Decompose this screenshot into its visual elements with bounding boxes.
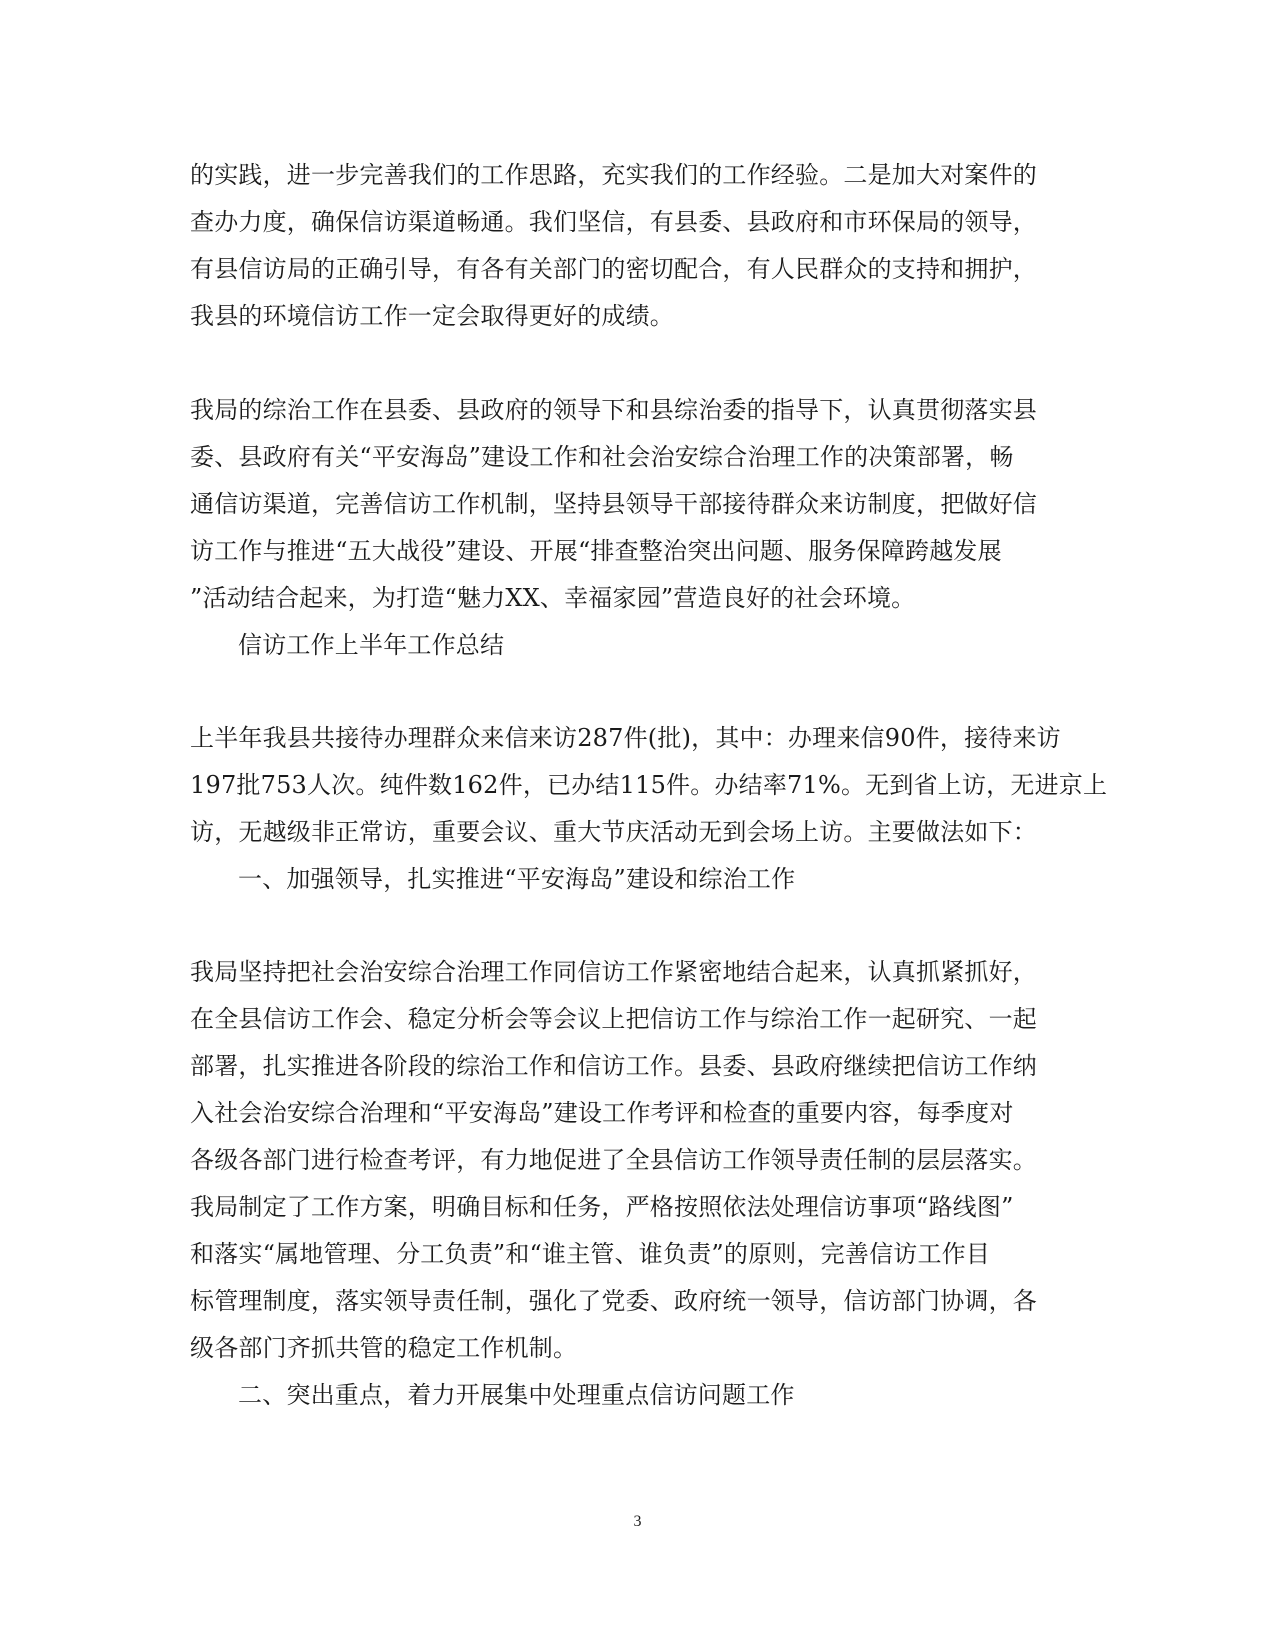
text-line: 访，无越级非正常访，重要会议、重大节庆活动无到会场上访。主要做法如下：	[190, 818, 1037, 846]
text-line: 查办力度，确保信访渠道畅通。我们坚信，有县委、县政府和市环保局的领导，	[190, 208, 1037, 236]
text-line: 我局坚持把社会治安综合治理工作同信访工作紧密地结合起来，认真抓紧抓好，	[190, 958, 1037, 986]
text-line: 通信访渠道，完善信访工作机制，坚持县领导干部接待群众来访制度，把做好信	[190, 490, 1037, 518]
section-heading: 一、加强领导，扎实推进“平安海岛”建设和综治工作	[238, 865, 796, 893]
text-line: 入社会治安综合治理和“平安海岛”建设工作考评和检查的重要内容，每季度对	[190, 1099, 1014, 1127]
text-line: 上半年我县共接待办理群众来信来访287件(批)，其中：办理来信90件，接待来访	[190, 724, 1061, 752]
text-line: 标管理制度，落实领导责任制，强化了党委、政府统一领导，信访部门协调，各	[190, 1287, 1037, 1315]
text-line: 我局的综治工作在县委、县政府的领导下和县综治委的指导下，认真贯彻落实县	[190, 396, 1037, 424]
text-line: 在全县信访工作会、稳定分析会等会议上把信访工作与综治工作一起研究、一起	[190, 1005, 1037, 1033]
page-number: 3	[633, 1513, 642, 1530]
text-line: 级各部门齐抓共管的稳定工作机制。	[190, 1334, 578, 1362]
text-line: 委、县政府有关“平安海岛”建设工作和社会治安综合治理工作的决策部署，畅	[190, 443, 1014, 471]
text-line: 197批753人次。纯件数162件，已办结115件。办结率71%。无到省上访，无进京上	[190, 771, 1108, 799]
text-line: ”活动结合起来，为打造“魅力XX、幸福家园”营造良好的社会环境。	[190, 584, 916, 612]
text-line: 各级各部门进行检查考评，有力地促进了全县信访工作领导责任制的层层落实。	[190, 1146, 1037, 1174]
section-heading: 二、突出重点，着力开展集中处理重点信访问题工作	[238, 1381, 795, 1409]
text-line: 部署，扎实推进各阶段的综治工作和信访工作。县委、县政府继续把信访工作纳	[190, 1052, 1037, 1080]
section-title: 信访工作上半年工作总结	[238, 631, 505, 659]
text-line: 访工作与推进“五大战役”建设、开展“排查整治突出问题、服务保障跨越发展	[190, 537, 1002, 565]
text-line: 我县的环境信访工作一定会取得更好的成绩。	[190, 302, 674, 330]
text-line: 有县信访局的正确引导，有各有关部门的密切配合，有人民群众的支持和拥护，	[190, 255, 1037, 283]
text-line: 的实践，进一步完善我们的工作思路，充实我们的工作经验。二是加大对案件的	[190, 161, 1037, 189]
text-line: 和落实“属地管理、分工负责”和“谁主管、谁负责”的原则，完善信访工作目	[190, 1240, 991, 1268]
text-line: 我局制定了工作方案，明确目标和任务，严格按照依法处理信访事项“路线图”	[190, 1193, 1014, 1221]
